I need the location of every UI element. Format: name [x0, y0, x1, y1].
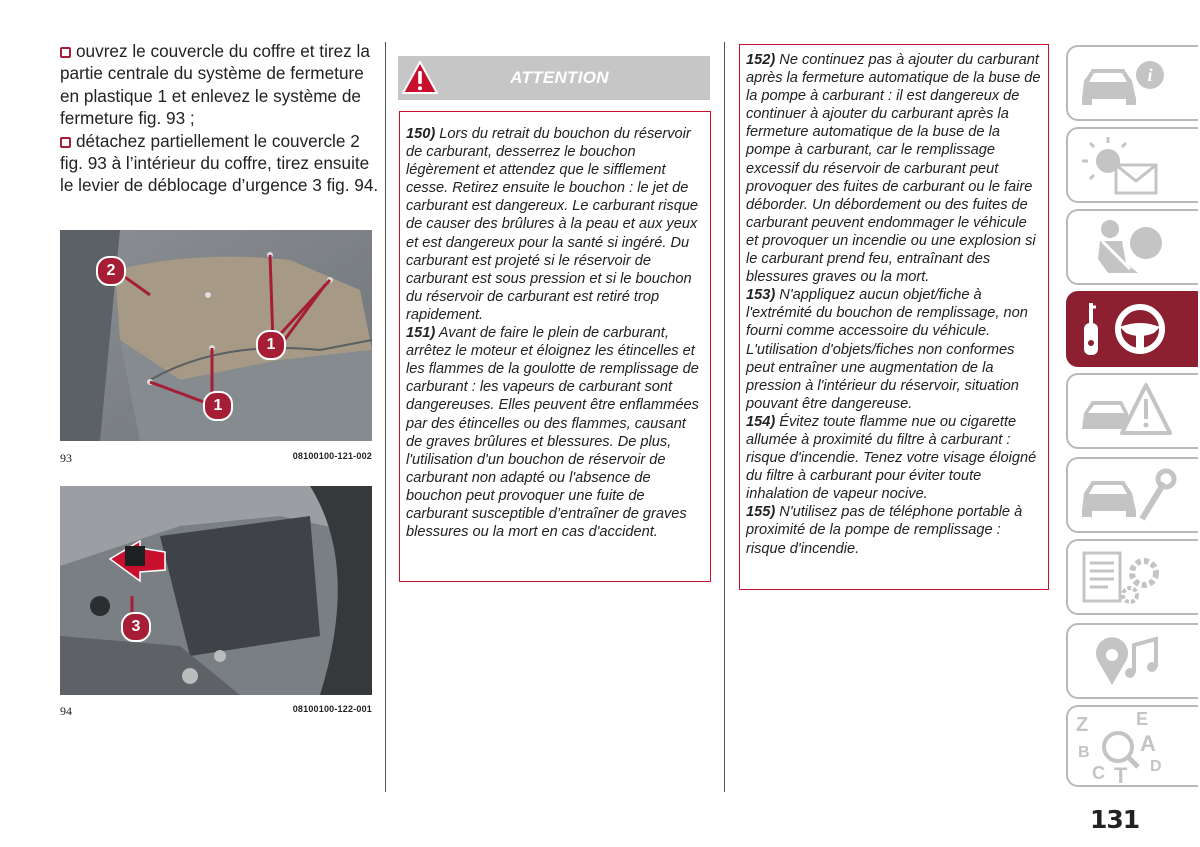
warning-number: 151) — [406, 325, 436, 342]
warning-box-left — [399, 111, 711, 582]
warning-item — [406, 324, 704, 541]
warning-item — [746, 503, 1042, 557]
figure-caption — [60, 704, 372, 719]
column-divider — [724, 42, 725, 792]
figure-94-photo — [60, 486, 372, 695]
warning-box-right — [739, 44, 1049, 590]
chapter-tab-technical-data[interactable] — [1066, 539, 1198, 615]
warning-number: 152) — [746, 52, 776, 68]
attention-title: ATTENTION — [510, 68, 609, 87]
figure-callout: 1 — [203, 391, 233, 421]
index-letter: E — [1136, 709, 1149, 729]
warning-text: N'appliquez aucun objet/fiche à l'extrémité du bouchon de remplissage, non fourni comme accessoire du véhicule. L'utilisation d'objets/fiches non conformes peut entraîner une augmentation de la pression à l'intérieur du réservoir, situation pouvant être dangereuse. — [746, 287, 1028, 412]
warning-number: 155) — [746, 504, 776, 521]
index-letter: T — [1114, 763, 1128, 785]
warning-item — [746, 286, 1042, 413]
attention-header — [398, 56, 710, 100]
chapter-tab-index[interactable] — [1066, 705, 1198, 787]
warning-text: Ne continuez pas à ajouter du carburant après la fermeture automatique de la buse de la pompe à carburant : il est dangereux de continuer à ajouter du carburant après la fermeture automatique de la buse de la pompe à carburant, car le remplissage excessif du réservoir de carburant peut provoquer des fuites de carburant ou le faire déborder. Un débordement ou des fuites de carburant peuvent endommager le véhicule et provoquer un incendie ou une explosion si le carburant prend feu, entraînant des blessures graves ou la mort. — [746, 52, 1041, 286]
chapter-tab-starting-driving[interactable] — [1066, 291, 1198, 367]
airbag-safety-icon — [1068, 211, 1198, 283]
figure-caption — [60, 451, 372, 466]
chapter-tab-car-info[interactable] — [1066, 45, 1198, 121]
instruction-step — [60, 40, 380, 130]
chapter-tab-maintenance[interactable] — [1066, 457, 1198, 533]
car-maintenance-icon — [1068, 459, 1198, 531]
figure-number: 93 — [60, 451, 72, 465]
chapter-tab-multimedia[interactable] — [1066, 623, 1198, 699]
warning-text: Évitez toute flamme nue ou cigarette allumée à proximité du filtre à carburant : risque d'incendie. Tenez votre visage éloigné du filtre à carburant pour éviter toute inhalation de vapeur nocive. — [746, 413, 1037, 503]
warning-text: Avant de faire le plein de carburant, arrêtez le moteur et éloignez les étincelles et les flammes de la goulotte de remplissage de carburant : les vapeurs de carburant sont dangereuses. Elles peuvent être enflammées par des étincelles ou des flammes, causant de graves brûlures et blessures. De plus, l'utilisation d'un bouchon de réservoir de carburant non adapté ou l'absence de bouchon peut provoquer une fuite de carburant susceptible d’entraîner de graves blessures ou la mort en cas d'accident. — [406, 325, 699, 541]
index-letter: C — [1092, 763, 1105, 783]
checkbox-bullet-icon — [60, 47, 71, 58]
warning-item — [406, 125, 704, 324]
alphabetical-index-icon — [1068, 707, 1198, 785]
column-divider — [385, 42, 386, 792]
index-letter: B — [1078, 744, 1090, 761]
figure-code: 08100100-122-001 — [292, 704, 372, 714]
figure-callout: 3 — [121, 612, 151, 642]
figure-callout: 1 — [256, 330, 286, 360]
figure-callout: 2 — [96, 256, 126, 286]
instruction-step — [60, 130, 380, 197]
technical-data-icon — [1068, 541, 1198, 613]
warning-number: 154) — [746, 413, 776, 430]
key-steering-wheel-icon — [1068, 293, 1198, 365]
intro-text — [60, 40, 380, 197]
svg-text:i: i — [1147, 65, 1153, 85]
index-letter: Z — [1076, 714, 1089, 736]
checkbox-bullet-icon — [60, 137, 71, 148]
chapter-tab-dashboard[interactable] — [1066, 127, 1198, 203]
warning-text: Lors du retrait du bouchon du réservoir de carburant, desserrez le bouchon légèrement et attendez que le sifflement cesse. Retirez ensuite le bouchon : le jet de carburant est dangereux. Le carburant risque de causer des brûlures à la peau et aux yeux et est dangereux pour la santé si ingéré. Du carburant est projeté si le réservoir de carburant est sous pression et si le bouchon du réservoir de carburant est retiré trop rapidement. — [406, 126, 699, 323]
car-info-icon — [1068, 47, 1198, 119]
multimedia-icon — [1068, 625, 1198, 697]
instruction-text: ouvrez le couvercle du coffre et tirez la partie centrale du système de fermeture en plastique 1 et enlevez le système de fermeture fig. 93 ; — [60, 41, 370, 129]
warning-number: 150) — [406, 126, 436, 142]
chapter-tab-safety[interactable] — [1066, 209, 1198, 285]
instruction-text: détachez partiellement le couvercle 2 fig. 93 à l’intérieur du coffre, tirez ensuite le levier de déblocage d’urgence 3 fig. 94. — [60, 130, 379, 196]
index-letter: A — [1140, 731, 1156, 756]
warning-text: N'utilisez pas de téléphone portable à proximité de la pompe de remplissage : risque d'incendie. — [746, 504, 1023, 557]
car-emergency-icon — [1068, 375, 1198, 447]
warning-number: 153) — [746, 287, 776, 304]
index-letter: D — [1150, 758, 1162, 775]
warning-triangle-icon — [401, 59, 439, 97]
page-number: 131 — [1090, 805, 1140, 834]
figure-number: 94 — [60, 704, 72, 718]
figure-code: 08100100-121-002 — [292, 451, 372, 461]
warning-item — [746, 51, 1042, 286]
chapter-tab-emergency[interactable] — [1066, 373, 1198, 449]
dashboard-lights-icon — [1068, 129, 1198, 201]
warning-item — [746, 413, 1042, 503]
